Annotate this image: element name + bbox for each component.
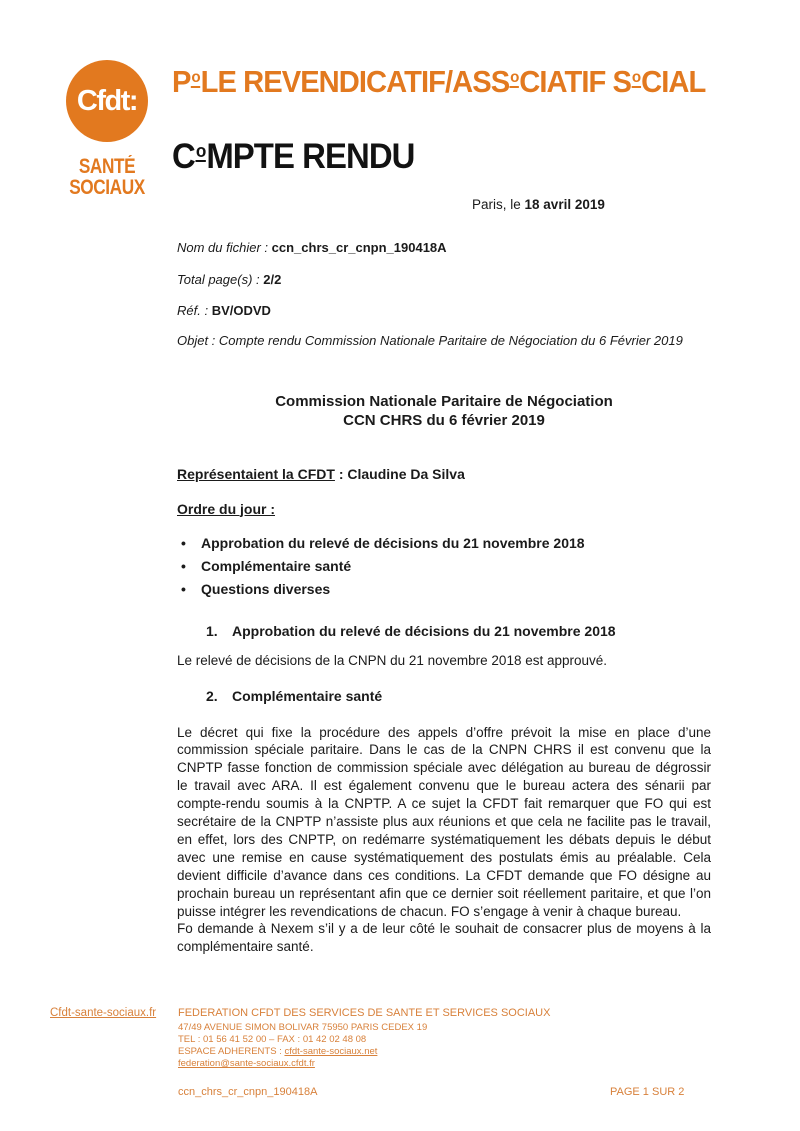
logo-subtitle-line1: SANTÉ: [78, 155, 136, 178]
meta-pages: [177, 272, 711, 287]
document-heading-line2: CCN CHRS du 6 février 2019: [343, 411, 545, 429]
participants-label: Représentaient la CFDT: [177, 465, 335, 482]
section-1-heading: [177, 622, 711, 640]
participants-value: : Claudine Da Silva: [334, 465, 465, 482]
compte-title-ordinal-o: o: [195, 140, 206, 161]
agenda-list: [177, 532, 711, 601]
meta-filename: [177, 240, 711, 255]
meta-pages-label: Total page(s) :: [177, 271, 264, 287]
logo-subtitle: [62, 156, 152, 198]
cfdt-logo: [52, 60, 162, 198]
section-2-title: Complémentaire santé: [232, 687, 383, 704]
pole-title: [172, 64, 705, 100]
meta-ref-label: Réf. :: [177, 303, 212, 318]
date-line: [472, 197, 605, 212]
section-2-paragraph-2: Fo demande à Nexem s’il y a de leur côté le souhait de consacrer plus de moyens à la complémentaire santé.: [177, 921, 711, 955]
pole-title-segment: CIAL: [641, 64, 706, 99]
agenda-item: [177, 532, 711, 555]
pole-title-segment: CIATIF S: [519, 64, 632, 99]
cfdt-logo-text: Cfdt:: [76, 84, 138, 117]
footer-page-indicator: PAGE 1 SUR 2: [610, 1086, 685, 1098]
meta-ref-value: BV/ODVD: [211, 303, 271, 318]
document-heading: [177, 392, 711, 430]
agenda-item-label: Complémentaire santé: [201, 557, 352, 574]
footer-tel-fax: TEL : 01 56 41 52 00 – FAX : 01 42 02 48 08: [178, 1034, 367, 1045]
section-2-number: 2.: [206, 687, 218, 704]
pole-title-ordinal-o: o: [631, 68, 641, 87]
meta-filename-label: Nom du fichier :: [177, 240, 272, 255]
pole-title-ordinal-o: o: [510, 68, 519, 87]
agenda-item-label: Approbation du relevé de décisions du 21 novembre 2018: [201, 534, 585, 551]
meta-pages-value: 2/2: [263, 271, 282, 287]
date-value: 18 avril 2019: [524, 197, 605, 212]
cfdt-logo-circle: [66, 60, 148, 142]
footer-address: 47/49 AVENUE SIMON BOLIVAR 75950 PARIS CEDEX 19: [178, 1022, 428, 1033]
meta-ref: [177, 303, 711, 318]
footer-adherents-label: ESPACE ADHERENTS :: [178, 1046, 285, 1057]
agenda-title: Ordre du jour :: [177, 500, 275, 517]
pole-title-segment: P: [172, 64, 191, 99]
agenda-item: [177, 555, 711, 578]
bullet-icon: •: [181, 534, 186, 551]
logo-subtitle-line2: SOCIAUX: [69, 176, 145, 199]
footer-site-link[interactable]: Cfdt-sante-sociaux.fr: [50, 1007, 157, 1019]
pole-title-segment: LE REVENDICATIF/ASS: [200, 64, 510, 99]
footer-adherents-line: [178, 1046, 550, 1058]
pole-title-ordinal-o: o: [191, 68, 200, 87]
section-1-number: 1.: [206, 622, 218, 639]
compte-rendu-title: [172, 137, 414, 177]
section-1-paragraph: Le relevé de décisions de la CNPN du 21 novembre 2018 est approuvé.: [177, 652, 608, 668]
participants-line: [177, 466, 711, 482]
section-1-title: Approbation du relevé de décisions du 21 novembre 2018: [232, 622, 616, 639]
section-2-paragraphs: [177, 724, 711, 957]
compte-title-segment: C: [172, 137, 195, 176]
bullet-icon: •: [181, 557, 186, 574]
agenda-item-label: Questions diverses: [201, 580, 331, 597]
section-2-paragraph-1: Le décret qui fixe la procédure des appels d’offre prévoit la mise en place d’une commission spéciale paritaire. Dans le cas de la CNPN CHRS il est convenu que la CNPTP fasse fonction de commission spéciale avec délégation au bureau de dégrossir le travail avec ARA. Il est également convenu que le bureau actera des sénarii par compte-rendu soumis à la CNPTP. A ce sujet la CFDT fait remarquer que FO qui est secrétaire de la CNPTP n’assiste plus aux réunions et que cela ne facilite pas le travail, en effet, lors des CNPTP, on redémarre systématiquement les débats depuis le début avec une remise en cause systématiquement des postulats émis au préalable. Cela devient difficile d’avance dans ces conditions. La CFDT demande que FO désigne au prochain bureau un représentant afin que ce dernier soit réellement paritaire, et que l’on puisse intégrer les revendications de chacun. FO s’engage à venir à chaque bureau.: [177, 724, 711, 919]
section-2-heading: [177, 687, 711, 705]
footer-org-block: [178, 1006, 550, 1070]
meta-filename-value: ccn_chrs_cr_cnpn_190418A: [271, 240, 447, 255]
document-heading-line1: Commission Nationale Paritaire de Négociation: [275, 392, 613, 410]
footer-email-link[interactable]: federation@sante-sociaux.cfdt.fr: [178, 1058, 315, 1069]
footer-org-name: FEDERATION CFDT DES SERVICES DE SANTE ET SERVICES SOCIAUX: [178, 1007, 551, 1019]
footer-doc-ref: ccn_chrs_cr_cnpn_190418A: [178, 1086, 318, 1098]
footer-email-line: [178, 1058, 550, 1070]
compte-title-segment: MPTE RENDU: [206, 137, 415, 176]
date-prefix: Paris, le: [472, 197, 525, 212]
document-body: [177, 240, 711, 956]
meta-objet: Objet : Compte rendu Commission Nationale Paritaire de Négociation du 6 Février 2019: [177, 332, 683, 348]
agenda-item: [177, 578, 711, 601]
bullet-icon: •: [181, 580, 186, 597]
footer-adherents-link[interactable]: cfdt-sante-sociaux.net: [284, 1046, 378, 1057]
